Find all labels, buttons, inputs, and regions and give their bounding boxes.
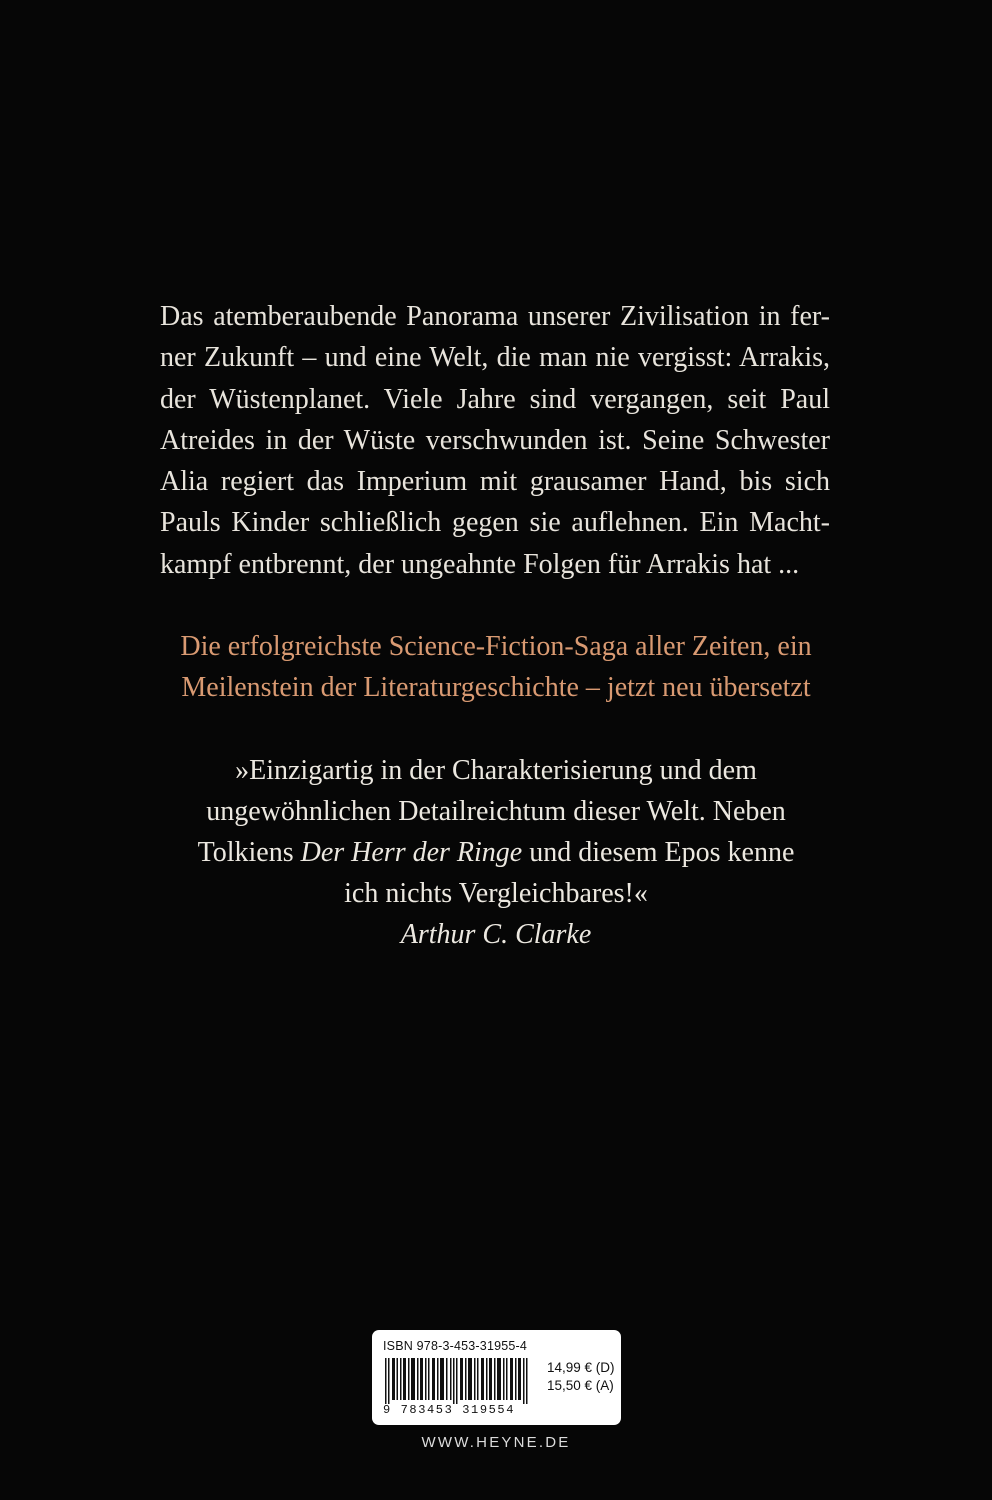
price-austria: 15,50 € (A) <box>547 1378 614 1393</box>
quote-line <box>120 832 872 873</box>
quote-line: ich nichts Vergleichbares!« <box>344 878 648 909</box>
barcode-icon <box>383 1358 533 1404</box>
blurb-line: Atreides in der Wüste verschwunden ist. Seine Schwester <box>160 424 830 456</box>
tagline <box>120 626 872 708</box>
price-germany: 14,99 € (D) <box>547 1360 615 1375</box>
quote-author: Arthur C. Clarke <box>400 919 592 950</box>
blurb-text <box>160 296 830 585</box>
quoted-book-title: Der Herr der Ringe <box>300 837 523 868</box>
publisher-website: WWW.HEYNE.DE <box>421 1434 571 1451</box>
blurb-line: kampf entbrennt, der ungeahnte Folgen für Arrakis hat ... <box>160 548 800 580</box>
quote-text: Tolkiens <box>197 837 301 868</box>
blurb-line: Pauls Kinder schließlich gegen sie auflehnen. Ein Macht- <box>160 507 830 539</box>
ean-digits: 9 783453 319554 <box>383 1403 516 1417</box>
blurb-line: ner Zukunft – und eine Welt, die man nie vergisst: Arrakis, <box>160 342 830 374</box>
isbn-barcode-label <box>372 1330 621 1425</box>
review-quote <box>120 750 872 955</box>
blurb-line: der Wüstenplanet. Viele Jahre sind vergangen, seit Paul <box>160 383 830 415</box>
isbn-number: ISBN 978-3-453-31955-4 <box>383 1339 528 1353</box>
quote-line: »Einzigartig in der Charakterisierung und dem <box>235 755 757 786</box>
tagline-line: Die erfolgreichste Science-Fiction-Saga aller Zeiten, ein <box>180 631 812 662</box>
blurb-line: Das atemberaubende Panorama unserer Zivilisation in fer- <box>160 301 830 332</box>
quote-text: und diesem Epos kenne <box>522 837 795 868</box>
tagline-line: Meilenstein der Literaturgeschichte – jetzt neu übersetzt <box>181 672 811 703</box>
quote-line: ungewöhnlichen Detailreichtum dieser Welt. Neben <box>206 796 786 827</box>
blurb-line: Alia regiert das Imperium mit grausamer Hand, bis sich <box>160 466 830 498</box>
